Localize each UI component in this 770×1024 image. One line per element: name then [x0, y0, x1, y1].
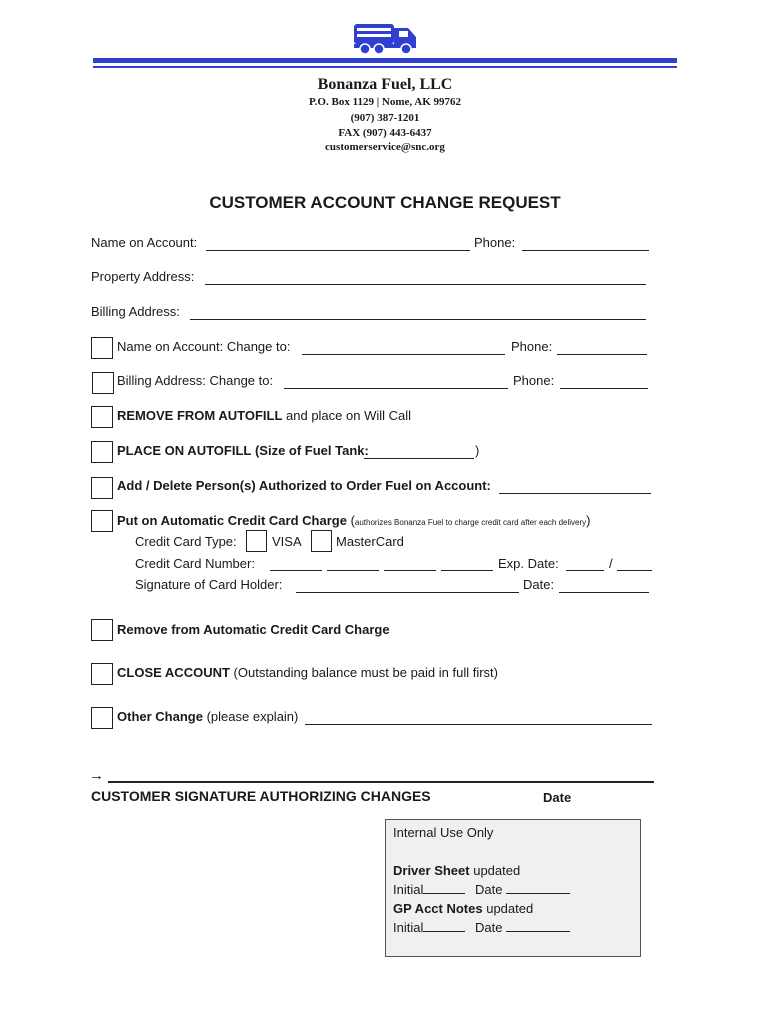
driver-sheet-bold: Driver Sheet: [393, 863, 470, 878]
remove-autofill-rest: and place on Will Call: [286, 408, 412, 423]
driver-initial-label: Initial: [393, 882, 424, 897]
other-change-field[interactable]: [305, 724, 652, 725]
other-change-rest: (please explain): [206, 709, 299, 724]
gp-date-field[interactable]: [506, 931, 570, 932]
company-phone: (907) 387-1201: [350, 112, 420, 124]
remove-auto-cc-checkbox[interactable]: [91, 619, 113, 641]
billing-change-label: Billing Address: Change to:: [117, 373, 274, 388]
authorized-persons-checkbox[interactable]: [91, 477, 113, 499]
gp-initial-field[interactable]: [423, 931, 465, 932]
name-change-checkbox[interactable]: [91, 337, 113, 359]
exp-slash: /: [609, 556, 613, 571]
auto-cc-label: Put on Automatic Credit Card Charge (authorizes Bonanza Fuel to charge credit card after each delivery): [117, 513, 591, 528]
company-name: Bonanza Fuel, LLC: [317, 76, 453, 93]
remove-autofill-checkbox[interactable]: [91, 406, 113, 428]
gp-initial-label: Initial: [393, 920, 424, 935]
billing-change-field[interactable]: [284, 388, 508, 389]
authorized-persons-field[interactable]: [499, 493, 651, 494]
driver-sheet-initial-row: [393, 880, 633, 899]
company-fax: FAX (907) 443-6437: [338, 127, 432, 139]
name-change-phone-label: Phone:: [511, 339, 553, 354]
phone-field[interactable]: [522, 250, 649, 251]
authorized-persons-bold: Add / Delete Person(s) Authorized to Order Fuel on Account:: [117, 478, 491, 493]
remove-auto-cc-label: [117, 622, 390, 642]
driver-sheet-line: [393, 861, 633, 880]
billing-change-phone-label: Phone:: [513, 373, 555, 388]
place-autofill-checkbox[interactable]: [91, 441, 113, 463]
exp-year-field[interactable]: [617, 570, 652, 571]
driver-sheet-rest: updated: [473, 863, 521, 878]
internal-use-box: [385, 819, 641, 957]
internal-use-title: Internal Use Only: [393, 825, 494, 840]
billing-address-label: Billing Address:: [91, 304, 180, 319]
exp-date-label: Exp. Date:: [498, 556, 559, 571]
auto-cc-note: authorizes Bonanza Fuel to charge credit card after each delivery: [354, 518, 587, 527]
cc-number-part-4[interactable]: [441, 570, 493, 571]
header-rule-thin: [93, 66, 677, 68]
driver-date-field[interactable]: [506, 893, 570, 894]
company-address: P.O. Box 1129 | Nome, AK 99762: [308, 96, 462, 108]
visa-checkbox[interactable]: [246, 530, 267, 552]
gp-notes-bold: GP Acct Notes: [393, 901, 483, 916]
customer-signature-label: CUSTOMER SIGNATURE AUTHORIZING CHANGES: [91, 788, 431, 804]
name-change-label: Name on Account: Change to:: [117, 339, 291, 354]
close-account-rest: (Outstanding balance must be paid in full first): [233, 665, 498, 680]
gp-notes-initial-row: [393, 918, 633, 937]
name-change-field[interactable]: [302, 354, 505, 355]
cc-number-part-3[interactable]: [384, 570, 436, 571]
auto-cc-bold: Put on Automatic Credit Card Charge: [117, 513, 347, 528]
close-account-checkbox[interactable]: [91, 663, 113, 685]
gp-date-label: Date: [474, 920, 503, 935]
form-title: CUSTOMER ACCOUNT CHANGE REQUEST: [209, 193, 561, 212]
place-autofill-bold: PLACE ON AUTOFILL: [117, 443, 252, 458]
billing-change-phone-field[interactable]: [560, 388, 648, 389]
header-rule-thick: [93, 58, 677, 63]
gp-notes-line: [393, 899, 633, 918]
auto-cc-checkbox[interactable]: [91, 510, 113, 532]
close-account-label: [117, 665, 498, 685]
driver-initial-field[interactable]: [423, 893, 465, 894]
cc-number-part-1[interactable]: [270, 570, 322, 571]
cc-type-label: Credit Card Type:: [135, 534, 237, 549]
exp-month-field[interactable]: [566, 570, 604, 571]
property-address-label: Property Address:: [91, 269, 195, 284]
remove-auto-cc-bold: Remove from Automatic Credit Card Charge: [117, 622, 390, 637]
cc-signature-label: Signature of Card Holder:: [135, 577, 283, 592]
fuel-truck-icon: [352, 20, 420, 56]
billing-address-field[interactable]: [190, 319, 646, 320]
cc-date-field[interactable]: [559, 592, 649, 593]
visa-label: VISA: [272, 534, 302, 549]
signature-date-label: Date: [543, 790, 572, 805]
driver-date-label: Date: [474, 882, 503, 897]
gp-notes-rest: updated: [486, 901, 534, 916]
phone-label: Phone:: [474, 235, 516, 250]
remove-autofill-label: [117, 408, 411, 428]
name-on-account-label: Name on Account:: [91, 235, 198, 250]
name-on-account-field[interactable]: [206, 250, 470, 251]
authorized-persons-label: [117, 478, 491, 498]
place-autofill-label: [117, 443, 369, 463]
cc-number-label: Credit Card Number:: [135, 556, 255, 571]
name-change-phone-field[interactable]: [557, 354, 647, 355]
billing-change-checkbox[interactable]: [92, 372, 114, 394]
other-change-bold: Other Change: [117, 709, 203, 724]
other-change-label: [117, 709, 298, 729]
other-change-checkbox[interactable]: [91, 707, 113, 729]
company-email: customerservice@snc.org: [325, 141, 445, 153]
place-autofill-close: ): [475, 443, 480, 458]
signature-arrow-icon: →: [89, 767, 104, 784]
mastercard-label: MasterCard: [336, 534, 404, 549]
fuel-tank-size-field[interactable]: [364, 458, 474, 459]
cc-date-label: Date:: [523, 577, 555, 592]
close-account-bold: CLOSE ACCOUNT: [117, 665, 230, 680]
name-on-account-row: [91, 235, 197, 255]
customer-signature-field[interactable]: [108, 781, 654, 783]
cc-number-part-2[interactable]: [327, 570, 379, 571]
property-address-field[interactable]: [205, 284, 646, 285]
mastercard-checkbox[interactable]: [311, 530, 332, 552]
cc-signature-field[interactable]: [296, 592, 519, 593]
remove-autofill-bold: REMOVE FROM AUTOFILL: [117, 408, 283, 423]
place-autofill-paren: (Size of Fuel Tank:: [254, 443, 369, 458]
